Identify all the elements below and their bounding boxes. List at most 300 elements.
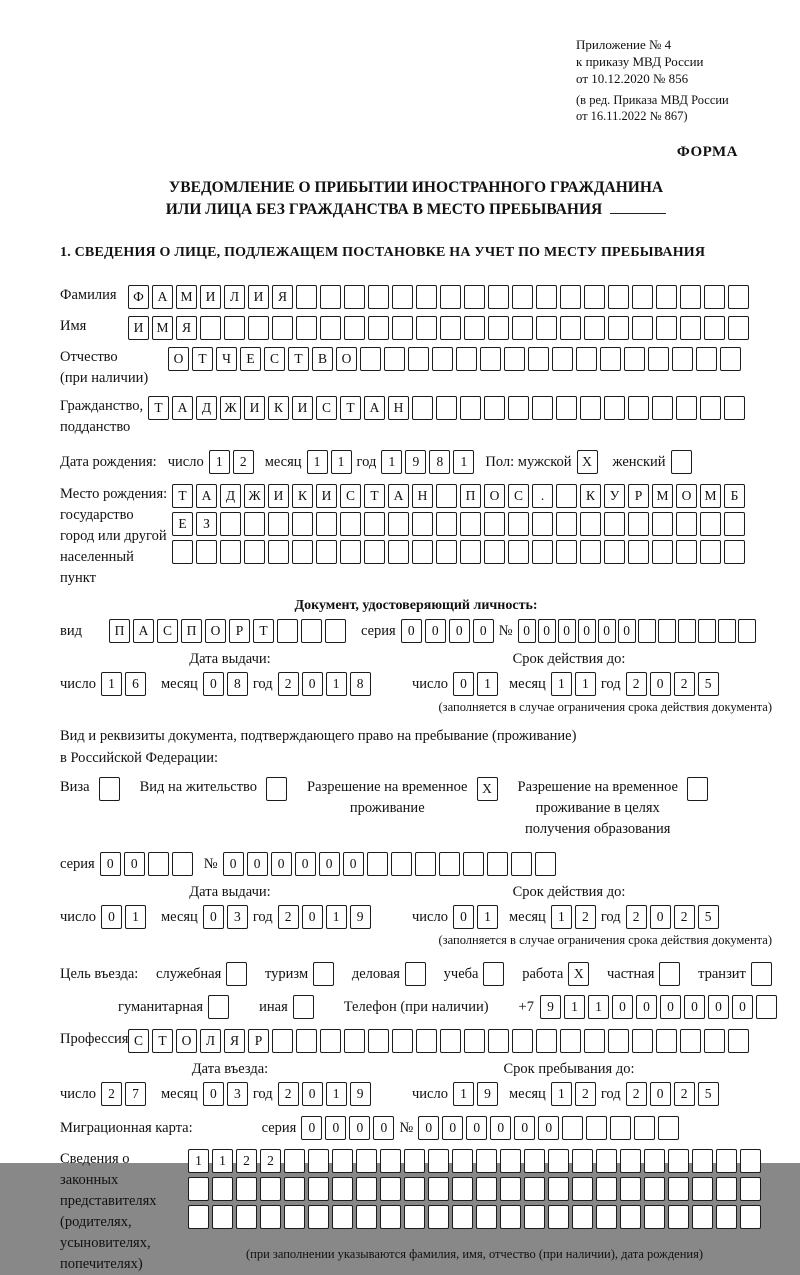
visa-checkbox[interactable] (99, 777, 120, 801)
char-box[interactable]: К (580, 484, 601, 508)
char-box[interactable] (368, 1029, 389, 1053)
char-box[interactable] (676, 512, 697, 536)
char-box[interactable]: А (364, 396, 385, 420)
purpose-other-checkbox[interactable] (293, 995, 314, 1019)
char-box[interactable] (412, 512, 433, 536)
char-box[interactable] (320, 1029, 341, 1053)
char-box[interactable]: М (176, 285, 197, 309)
char-box[interactable]: 9 (350, 1082, 371, 1106)
char-box[interactable] (560, 285, 581, 309)
char-box[interactable] (652, 396, 673, 420)
char-box[interactable] (196, 540, 217, 564)
char-box[interactable]: 0 (373, 1116, 394, 1140)
char-box[interactable]: 1 (551, 1082, 572, 1106)
char-box[interactable]: 0 (612, 995, 633, 1019)
char-box[interactable] (432, 347, 453, 371)
char-box[interactable]: 1 (453, 450, 474, 474)
char-box[interactable] (718, 619, 736, 643)
char-box[interactable] (740, 1149, 761, 1173)
char-box[interactable] (596, 1177, 617, 1201)
char-box[interactable]: О (168, 347, 189, 371)
char-box[interactable] (580, 512, 601, 536)
char-box[interactable]: 0 (538, 1116, 559, 1140)
char-box[interactable] (332, 1177, 353, 1201)
char-box[interactable] (604, 540, 625, 564)
char-box[interactable]: О (176, 1029, 197, 1053)
char-box[interactable]: 9 (477, 1082, 498, 1106)
char-box[interactable]: 0 (418, 1116, 439, 1140)
char-box[interactable] (356, 1149, 377, 1173)
char-box[interactable] (320, 316, 341, 340)
char-box[interactable]: 0 (598, 619, 616, 643)
char-box[interactable] (301, 619, 322, 643)
char-box[interactable]: 8 (429, 450, 450, 474)
char-box[interactable] (535, 852, 556, 876)
char-box[interactable] (548, 1205, 569, 1229)
char-box[interactable] (388, 512, 409, 536)
char-box[interactable] (680, 316, 701, 340)
char-box[interactable] (340, 512, 361, 536)
char-box[interactable] (628, 540, 649, 564)
char-box[interactable] (644, 1177, 665, 1201)
char-box[interactable] (244, 512, 265, 536)
char-box[interactable]: И (248, 285, 269, 309)
char-box[interactable] (416, 1029, 437, 1053)
char-box[interactable] (476, 1177, 497, 1201)
char-box[interactable] (716, 1205, 737, 1229)
char-box[interactable]: 0 (203, 905, 224, 929)
char-box[interactable]: . (532, 484, 553, 508)
char-box[interactable] (698, 619, 716, 643)
purpose-work-checkbox[interactable]: X (568, 962, 589, 986)
char-box[interactable]: С (508, 484, 529, 508)
char-box[interactable]: И (244, 396, 265, 420)
char-box[interactable]: 1 (453, 1082, 474, 1106)
char-box[interactable] (464, 316, 485, 340)
char-box[interactable] (728, 285, 749, 309)
sex-male-checkbox[interactable]: X (577, 450, 598, 474)
char-box[interactable] (188, 1205, 209, 1229)
char-box[interactable] (436, 540, 457, 564)
char-box[interactable]: Ж (220, 396, 241, 420)
char-box[interactable]: 3 (227, 1082, 248, 1106)
char-box[interactable]: С (157, 619, 178, 643)
char-box[interactable] (586, 1116, 607, 1140)
char-box[interactable] (367, 852, 388, 876)
residence-permit-checkbox[interactable] (266, 777, 287, 801)
char-box[interactable] (620, 1149, 641, 1173)
char-box[interactable] (188, 1177, 209, 1201)
temp-residence-education-checkbox[interactable] (687, 777, 708, 801)
char-box[interactable]: М (152, 316, 173, 340)
char-box[interactable] (524, 1177, 545, 1201)
char-box[interactable]: Т (192, 347, 213, 371)
char-box[interactable] (628, 512, 649, 536)
char-box[interactable] (416, 316, 437, 340)
char-box[interactable]: Б (724, 484, 745, 508)
char-box[interactable]: 1 (331, 450, 352, 474)
char-box[interactable] (268, 540, 289, 564)
char-box[interactable] (740, 1177, 761, 1201)
char-box[interactable]: 0 (203, 1082, 224, 1106)
char-box[interactable] (428, 1149, 449, 1173)
char-box[interactable] (716, 1149, 737, 1173)
char-box[interactable] (524, 1149, 545, 1173)
char-box[interactable] (668, 1205, 689, 1229)
char-box[interactable] (476, 1149, 497, 1173)
char-box[interactable] (487, 852, 508, 876)
char-box[interactable] (532, 396, 553, 420)
char-box[interactable] (556, 484, 577, 508)
char-box[interactable]: Н (412, 484, 433, 508)
char-box[interactable] (488, 1029, 509, 1053)
char-box[interactable] (332, 1149, 353, 1173)
char-box[interactable] (460, 396, 481, 420)
char-box[interactable] (500, 1177, 521, 1201)
char-box[interactable] (728, 316, 749, 340)
char-box[interactable]: 0 (101, 905, 122, 929)
char-box[interactable] (604, 512, 625, 536)
char-box[interactable] (404, 1149, 425, 1173)
char-box[interactable] (620, 1177, 641, 1201)
char-box[interactable]: С (340, 484, 361, 508)
char-box[interactable]: 2 (236, 1149, 257, 1173)
char-box[interactable] (692, 1205, 713, 1229)
char-box[interactable]: Р (248, 1029, 269, 1053)
char-box[interactable]: 8 (227, 672, 248, 696)
char-box[interactable] (325, 619, 346, 643)
char-box[interactable] (632, 1029, 653, 1053)
char-box[interactable] (416, 285, 437, 309)
char-box[interactable] (292, 540, 313, 564)
char-box[interactable] (436, 484, 457, 508)
char-box[interactable]: 0 (271, 852, 292, 876)
char-box[interactable] (512, 285, 533, 309)
char-box[interactable]: 0 (349, 1116, 370, 1140)
purpose-transit-checkbox[interactable] (751, 962, 772, 986)
char-box[interactable] (628, 396, 649, 420)
char-box[interactable] (260, 1205, 281, 1229)
char-box[interactable] (440, 316, 461, 340)
char-box[interactable]: Е (240, 347, 261, 371)
char-box[interactable] (452, 1149, 473, 1173)
char-box[interactable]: Р (628, 484, 649, 508)
char-box[interactable] (200, 316, 221, 340)
char-box[interactable] (610, 1116, 631, 1140)
char-box[interactable] (572, 1149, 593, 1173)
char-box[interactable] (632, 285, 653, 309)
char-box[interactable] (464, 1029, 485, 1053)
char-box[interactable] (296, 285, 317, 309)
char-box[interactable] (576, 347, 597, 371)
char-box[interactable] (704, 285, 725, 309)
char-box[interactable] (658, 619, 676, 643)
char-box[interactable]: 1 (101, 672, 122, 696)
char-box[interactable]: 1 (551, 905, 572, 929)
char-box[interactable]: Т (152, 1029, 173, 1053)
char-box[interactable] (364, 512, 385, 536)
char-box[interactable]: Д (196, 396, 217, 420)
char-box[interactable] (484, 396, 505, 420)
char-box[interactable] (172, 540, 193, 564)
char-box[interactable] (584, 1029, 605, 1053)
char-box[interactable] (500, 1205, 521, 1229)
char-box[interactable] (668, 1177, 689, 1201)
char-box[interactable]: 0 (684, 995, 705, 1019)
char-box[interactable] (678, 619, 696, 643)
char-box[interactable]: 1 (381, 450, 402, 474)
char-box[interactable] (512, 1029, 533, 1053)
char-box[interactable]: 0 (466, 1116, 487, 1140)
char-box[interactable] (676, 540, 697, 564)
char-box[interactable]: 2 (626, 1082, 647, 1106)
purpose-business-checkbox[interactable] (405, 962, 426, 986)
char-box[interactable] (380, 1205, 401, 1229)
char-box[interactable]: Е (172, 512, 193, 536)
char-box[interactable] (380, 1149, 401, 1173)
char-box[interactable] (320, 285, 341, 309)
char-box[interactable] (672, 347, 693, 371)
char-box[interactable]: 0 (650, 672, 671, 696)
char-box[interactable]: 0 (558, 619, 576, 643)
char-box[interactable] (692, 1177, 713, 1201)
char-box[interactable] (700, 540, 721, 564)
char-box[interactable]: 0 (518, 619, 536, 643)
char-box[interactable] (584, 316, 605, 340)
char-box[interactable]: 2 (674, 1082, 695, 1106)
char-box[interactable] (512, 316, 533, 340)
char-box[interactable] (656, 316, 677, 340)
char-box[interactable]: 0 (223, 852, 244, 876)
char-box[interactable] (704, 316, 725, 340)
char-box[interactable] (596, 1205, 617, 1229)
char-box[interactable]: 1 (212, 1149, 233, 1173)
char-box[interactable]: 1 (326, 1082, 347, 1106)
char-box[interactable] (308, 1177, 329, 1201)
char-box[interactable] (556, 540, 577, 564)
char-box[interactable] (412, 540, 433, 564)
char-box[interactable] (316, 540, 337, 564)
char-box[interactable] (268, 512, 289, 536)
char-box[interactable]: Ч (216, 347, 237, 371)
char-box[interactable] (676, 396, 697, 420)
char-box[interactable] (608, 1029, 629, 1053)
char-box[interactable]: И (316, 484, 337, 508)
char-box[interactable]: 1 (326, 905, 347, 929)
char-box[interactable]: 1 (326, 672, 347, 696)
char-box[interactable]: И (292, 396, 313, 420)
char-box[interactable] (608, 285, 629, 309)
char-box[interactable] (632, 316, 653, 340)
sex-female-checkbox[interactable] (671, 450, 692, 474)
char-box[interactable]: 0 (302, 672, 323, 696)
char-box[interactable] (277, 619, 298, 643)
char-box[interactable] (224, 316, 245, 340)
char-box[interactable]: Л (224, 285, 245, 309)
purpose-humanitarian-checkbox[interactable] (208, 995, 229, 1019)
char-box[interactable] (440, 1029, 461, 1053)
char-box[interactable]: С (264, 347, 285, 371)
char-box[interactable]: 0 (453, 672, 474, 696)
char-box[interactable]: 0 (100, 852, 121, 876)
char-box[interactable] (696, 347, 717, 371)
char-box[interactable] (728, 1029, 749, 1053)
char-box[interactable]: 2 (674, 672, 695, 696)
char-box[interactable]: 1 (307, 450, 328, 474)
char-box[interactable]: Т (288, 347, 309, 371)
char-box[interactable] (392, 285, 413, 309)
char-box[interactable] (296, 1029, 317, 1053)
char-box[interactable] (404, 1205, 425, 1229)
char-box[interactable]: 0 (636, 995, 657, 1019)
char-box[interactable]: П (460, 484, 481, 508)
char-box[interactable]: Т (148, 396, 169, 420)
char-box[interactable]: 0 (302, 1082, 323, 1106)
char-box[interactable]: М (652, 484, 673, 508)
char-box[interactable] (360, 347, 381, 371)
char-box[interactable] (652, 540, 673, 564)
char-box[interactable] (484, 540, 505, 564)
char-box[interactable] (580, 396, 601, 420)
char-box[interactable]: 0 (650, 905, 671, 929)
char-box[interactable]: 2 (626, 672, 647, 696)
purpose-study-checkbox[interactable] (483, 962, 504, 986)
char-box[interactable]: К (268, 396, 289, 420)
char-box[interactable]: Р (229, 619, 250, 643)
char-box[interactable] (658, 1116, 679, 1140)
char-box[interactable] (391, 852, 412, 876)
char-box[interactable] (463, 852, 484, 876)
purpose-official-checkbox[interactable] (226, 962, 247, 986)
char-box[interactable] (740, 1205, 761, 1229)
char-box[interactable]: 0 (247, 852, 268, 876)
char-box[interactable] (548, 1177, 569, 1201)
char-box[interactable]: 0 (732, 995, 753, 1019)
char-box[interactable] (384, 347, 405, 371)
char-box[interactable]: И (128, 316, 149, 340)
char-box[interactable]: В (312, 347, 333, 371)
char-box[interactable]: 1 (551, 672, 572, 696)
char-box[interactable] (284, 1177, 305, 1201)
char-box[interactable]: А (152, 285, 173, 309)
char-box[interactable] (340, 540, 361, 564)
char-box[interactable]: 1 (588, 995, 609, 1019)
char-box[interactable] (332, 1205, 353, 1229)
char-box[interactable]: П (109, 619, 130, 643)
char-box[interactable]: 9 (405, 450, 426, 474)
char-box[interactable]: 5 (698, 1082, 719, 1106)
char-box[interactable] (148, 852, 169, 876)
char-box[interactable]: З (196, 512, 217, 536)
char-box[interactable]: 0 (301, 1116, 322, 1140)
char-box[interactable]: 5 (698, 905, 719, 929)
char-box[interactable] (439, 852, 460, 876)
char-box[interactable] (220, 512, 241, 536)
char-box[interactable] (316, 512, 337, 536)
char-box[interactable] (308, 1205, 329, 1229)
char-box[interactable] (648, 347, 669, 371)
char-box[interactable]: Я (272, 285, 293, 309)
char-box[interactable]: 0 (319, 852, 340, 876)
char-box[interactable] (508, 512, 529, 536)
char-box[interactable]: 8 (350, 672, 371, 696)
char-box[interactable]: К (292, 484, 313, 508)
char-box[interactable]: 2 (260, 1149, 281, 1173)
char-box[interactable] (464, 285, 485, 309)
char-box[interactable]: Т (253, 619, 274, 643)
char-box[interactable] (248, 316, 269, 340)
char-box[interactable] (536, 316, 557, 340)
char-box[interactable]: 0 (578, 619, 596, 643)
char-box[interactable] (524, 1205, 545, 1229)
char-box[interactable]: Д (220, 484, 241, 508)
char-box[interactable] (408, 347, 429, 371)
char-box[interactable] (560, 1029, 581, 1053)
char-box[interactable] (236, 1177, 257, 1201)
char-box[interactable] (508, 396, 529, 420)
char-box[interactable]: П (181, 619, 202, 643)
char-box[interactable]: 1 (575, 672, 596, 696)
char-box[interactable]: 1 (477, 905, 498, 929)
char-box[interactable]: А (388, 484, 409, 508)
char-box[interactable] (484, 512, 505, 536)
char-box[interactable]: И (268, 484, 289, 508)
char-box[interactable] (284, 1149, 305, 1173)
char-box[interactable]: 1 (564, 995, 585, 1019)
char-box[interactable] (244, 540, 265, 564)
char-box[interactable] (638, 619, 656, 643)
char-box[interactable] (344, 285, 365, 309)
char-box[interactable] (508, 540, 529, 564)
char-box[interactable] (556, 396, 577, 420)
char-box[interactable] (634, 1116, 655, 1140)
char-box[interactable]: 0 (514, 1116, 535, 1140)
char-box[interactable] (292, 512, 313, 536)
char-box[interactable] (584, 285, 605, 309)
char-box[interactable]: 2 (626, 905, 647, 929)
char-box[interactable]: 0 (295, 852, 316, 876)
char-box[interactable] (528, 347, 549, 371)
char-box[interactable] (460, 540, 481, 564)
char-box[interactable] (172, 852, 193, 876)
char-box[interactable] (212, 1177, 233, 1201)
char-box[interactable]: 0 (449, 619, 470, 643)
char-box[interactable]: Т (172, 484, 193, 508)
char-box[interactable] (556, 512, 577, 536)
char-box[interactable] (656, 1029, 677, 1053)
char-box[interactable] (476, 1205, 497, 1229)
char-box[interactable]: 1 (477, 672, 498, 696)
char-box[interactable] (608, 316, 629, 340)
char-box[interactable]: А (133, 619, 154, 643)
char-box[interactable] (488, 316, 509, 340)
purpose-private-checkbox[interactable] (659, 962, 680, 986)
char-box[interactable]: 0 (425, 619, 446, 643)
char-box[interactable]: 0 (660, 995, 681, 1019)
char-box[interactable]: 6 (125, 672, 146, 696)
char-box[interactable] (364, 540, 385, 564)
char-box[interactable] (436, 512, 457, 536)
char-box[interactable] (480, 347, 501, 371)
char-box[interactable] (212, 1205, 233, 1229)
char-box[interactable]: Н (388, 396, 409, 420)
char-box[interactable]: 2 (101, 1082, 122, 1106)
char-box[interactable] (668, 1149, 689, 1173)
char-box[interactable] (440, 285, 461, 309)
char-box[interactable] (552, 347, 573, 371)
char-box[interactable]: 0 (203, 672, 224, 696)
char-box[interactable]: О (205, 619, 226, 643)
